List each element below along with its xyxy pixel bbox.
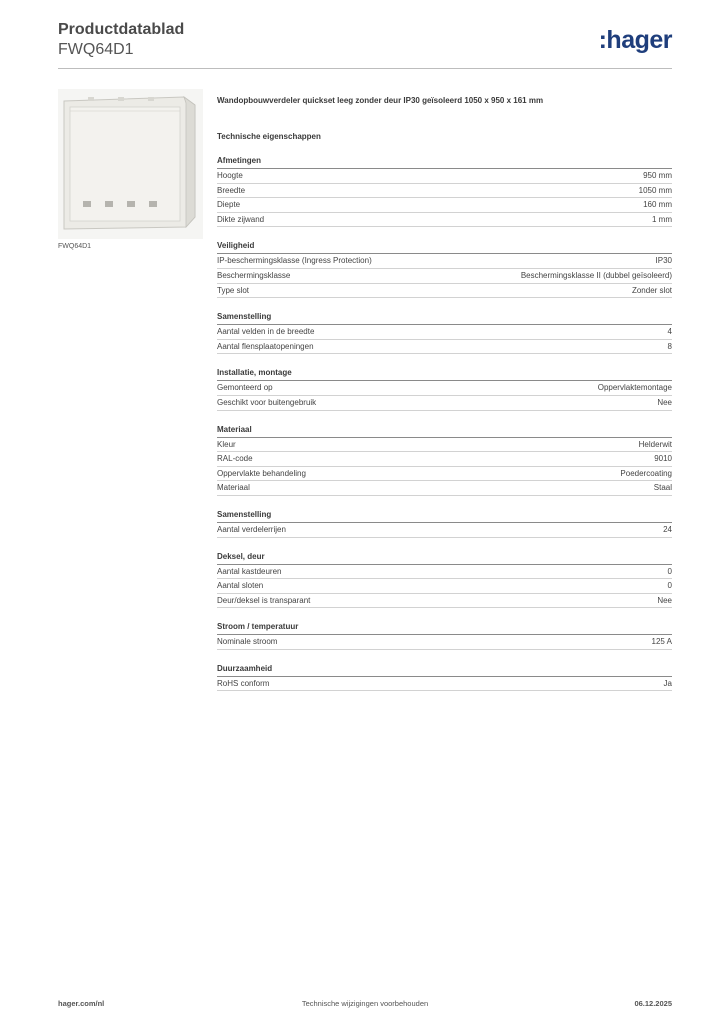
spec-row bbox=[217, 325, 672, 340]
spec-label: IP-beschermingsklasse (Ingress Protection) bbox=[217, 256, 372, 266]
spec-row bbox=[217, 254, 672, 269]
spec-label: Dikte zijwand bbox=[217, 214, 265, 224]
spec-value: Staal bbox=[653, 483, 672, 493]
spec-sections bbox=[217, 155, 672, 691]
product-image bbox=[58, 89, 203, 239]
page-header bbox=[58, 20, 672, 68]
spec-section bbox=[217, 621, 672, 650]
spec-row bbox=[217, 284, 672, 299]
spec-row bbox=[217, 340, 672, 355]
spec-value: Zonder slot bbox=[631, 285, 672, 295]
spec-row bbox=[217, 635, 672, 650]
section-title: Samenstelling bbox=[217, 509, 672, 523]
spec-row bbox=[217, 396, 672, 411]
spec-value: IP30 bbox=[655, 256, 672, 266]
spec-row bbox=[217, 677, 672, 692]
spec-label: Aantal flensplaatopeningen bbox=[217, 341, 314, 351]
spec-value: Oppervlaktemontage bbox=[597, 383, 672, 393]
spec-value: 1050 mm bbox=[638, 185, 672, 195]
spec-value: Poedercoating bbox=[620, 468, 672, 478]
spec-section bbox=[217, 509, 672, 538]
spec-section bbox=[217, 551, 672, 609]
spec-label: RAL-code bbox=[217, 454, 253, 464]
spec-value: 4 bbox=[667, 327, 672, 337]
spec-label: Aantal sloten bbox=[217, 581, 264, 591]
product-description: Wandopbouwverdeler quickset leeg zonder deur IP30 geïsoleerd 1050 x 950 x 161 mm bbox=[217, 96, 544, 105]
spec-value: Ja bbox=[663, 678, 672, 688]
spec-label: RoHS conform bbox=[217, 678, 270, 688]
spec-label: Deur/deksel is transparant bbox=[217, 595, 311, 605]
spec-label: Aantal verdelerrijen bbox=[217, 524, 286, 534]
spec-value: Nee bbox=[657, 595, 672, 605]
spec-row bbox=[217, 579, 672, 594]
section-title: Duurzaamheid bbox=[217, 663, 672, 677]
spec-value: 950 mm bbox=[643, 171, 672, 180]
spec-label: Materiaal bbox=[217, 483, 250, 493]
spec-label: Aantal velden in de breedte bbox=[217, 327, 315, 337]
product-code: FWQ64D1 bbox=[58, 41, 134, 58]
spec-section bbox=[217, 240, 672, 298]
spec-label: Gemonteerd op bbox=[217, 383, 273, 393]
section-title: Samenstelling bbox=[217, 311, 672, 325]
footer-disclaimer: Technische wijzigingen voorbehouden bbox=[301, 999, 429, 1008]
footer-date: 06.12.2025 bbox=[634, 999, 672, 1008]
header-divider bbox=[58, 68, 672, 69]
spec-row bbox=[217, 269, 672, 284]
tech-heading: Technische eigenschappen bbox=[217, 132, 321, 141]
spec-row bbox=[217, 467, 672, 482]
spec-row bbox=[217, 438, 672, 453]
spec-value: 125 A bbox=[651, 637, 672, 647]
spec-value: 160 mm bbox=[643, 200, 672, 210]
spec-row bbox=[217, 169, 672, 184]
spec-value: 0 bbox=[667, 566, 672, 576]
spec-row bbox=[217, 523, 672, 538]
image-caption: FWQ64D1 bbox=[58, 243, 92, 250]
section-title: Deksel, deur bbox=[217, 551, 672, 565]
spec-value: Nee bbox=[657, 397, 672, 407]
hager-logo: :hager bbox=[598, 26, 672, 54]
spec-label: Breedte bbox=[217, 185, 246, 195]
spec-section bbox=[217, 367, 672, 410]
spec-label: Hoogte bbox=[217, 171, 243, 180]
spec-value: 8 bbox=[667, 341, 672, 351]
spec-value: 24 bbox=[663, 524, 672, 534]
spec-row bbox=[217, 481, 672, 496]
spec-value: 0 bbox=[667, 581, 672, 591]
section-title: Stroom / temperatuur bbox=[217, 621, 672, 635]
spec-row bbox=[217, 452, 672, 467]
spec-row bbox=[217, 184, 672, 199]
spec-row bbox=[217, 198, 672, 213]
spec-label: Aantal kastdeuren bbox=[217, 566, 282, 576]
spec-value: 9010 bbox=[654, 454, 672, 464]
spec-section bbox=[217, 155, 672, 227]
section-title: Materiaal bbox=[217, 424, 672, 438]
page-title: Productdatablad bbox=[58, 21, 185, 38]
enclosure-illustration bbox=[58, 89, 203, 239]
spec-label: Geschikt voor buitengebruik bbox=[217, 397, 317, 407]
spec-label: Nominale stroom bbox=[217, 637, 278, 647]
spec-label: Beschermingsklasse bbox=[217, 270, 291, 280]
spec-label: Diepte bbox=[217, 200, 241, 210]
spec-section bbox=[217, 663, 672, 692]
spec-content bbox=[217, 95, 672, 691]
spec-section bbox=[217, 311, 672, 354]
spec-value: Helderwit bbox=[638, 439, 672, 449]
spec-label: Oppervlakte behandeling bbox=[217, 468, 306, 478]
spec-value: 1 mm bbox=[652, 214, 672, 224]
spec-section bbox=[217, 424, 672, 496]
footer-website: hager.com/nl bbox=[58, 999, 105, 1008]
section-title: Veiligheid bbox=[217, 240, 672, 254]
section-title: Afmetingen bbox=[217, 155, 672, 169]
spec-row bbox=[217, 213, 672, 228]
spec-value: Beschermingsklasse II (dubbel geïsoleerd) bbox=[520, 270, 672, 280]
spec-row bbox=[217, 565, 672, 580]
spec-label: Type slot bbox=[217, 285, 250, 295]
section-title: Installatie, montage bbox=[217, 367, 672, 381]
spec-row bbox=[217, 594, 672, 609]
spec-row bbox=[217, 381, 672, 396]
spec-label: Kleur bbox=[217, 439, 236, 449]
